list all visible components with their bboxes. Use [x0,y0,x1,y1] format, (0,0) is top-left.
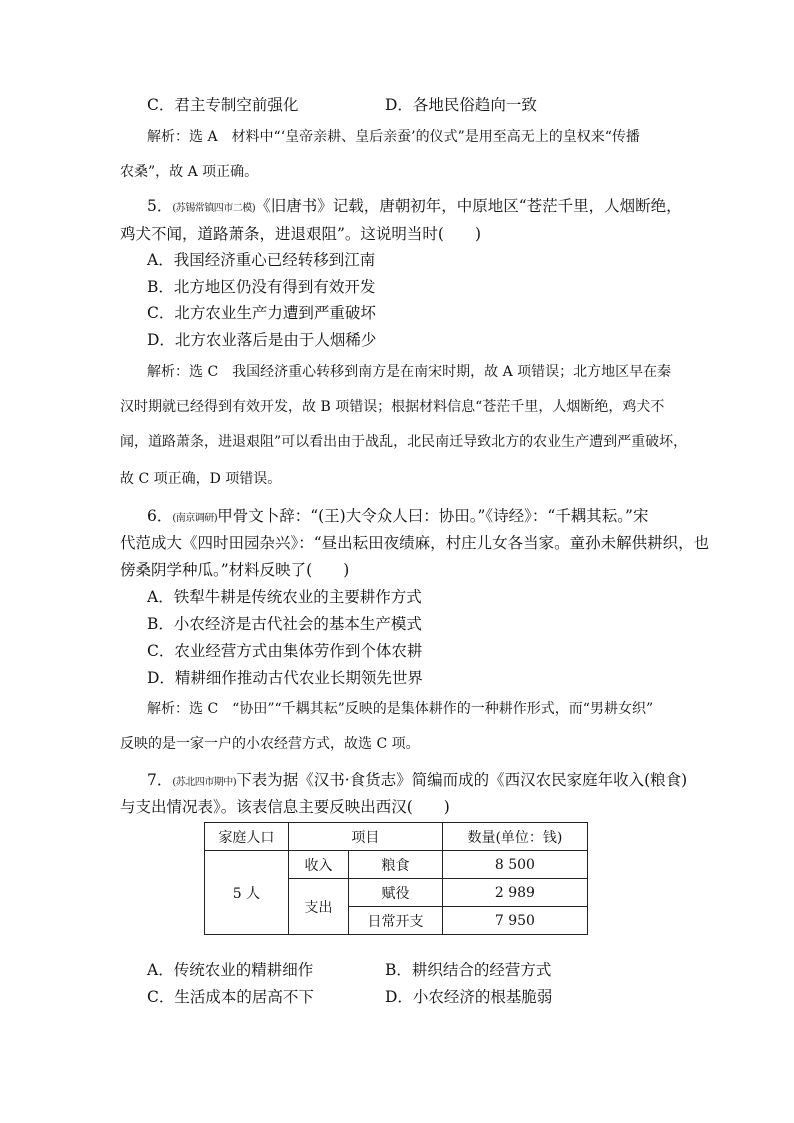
q7-option-a: A．传统农业的精耕细作 [147,961,314,979]
q5-option-c: C．北方农业生产力遭到严重破坏 [147,304,376,322]
q4-analysis-line: 解析：选 A 材料中“‘皇帝亲耕、皇后亲蚕’的仪式”是用至高无上的皇权来“传播 [147,129,640,145]
q6-analysis-line: 反映的是一家一户的小农经营方式，故选 C 项。 [120,736,420,752]
q6-stem-line: 傍桑阴学种瓜。”材料反映了( ) [120,561,350,579]
q6-option-b: B．小农经济是古代社会的基本生产模式 [147,615,422,633]
q5-analysis-line: 闻，道路萧条，进退艰阻”可以看出由于战乱，北民南迁导致北方的农业生产遭到严重破坏， [120,434,688,450]
question-source: (南京调研) [172,513,218,524]
q4-option-c: C．君主专制空前强化 [147,96,299,114]
table-cell-population: 5 人 [205,851,289,935]
q5-analysis-line: 汉时期就已经得到有效开发，故 B 项错误；根据材料信息“苍茫千里，人烟断绝，鸡犬不 [120,399,665,415]
q5-option-a: A．我国经济重心已经转移到江南 [147,251,376,269]
q5-analysis-line: 解析：选 C 我国经济重心转移到南方是在南宋时期，故 A 项错误；北方地区早在秦 [147,364,672,380]
q4-analysis-line: 农桑”，故 A 项正确。 [120,164,259,180]
q5-option-b: B．北方地区仍没有得到有效开发 [147,278,376,296]
table-cell-category: 支出 [288,879,348,935]
table-header: 数量(单位：钱) [442,823,587,851]
q7-stem [147,770,687,793]
table-cell-item: 赋役 [349,879,443,907]
q4-option-d: D．各地民俗趋向一致 [385,96,537,114]
question-number: 5． [147,197,173,215]
question-source: (苏北四市期中) [172,777,237,788]
table-cell-item: 粮食 [349,851,443,879]
table-cell-amount: 2 989 [442,879,587,907]
q5-stem-line: 鸡犬不闻，道路萧条，进退艰阻”。这说明当时( ) [120,225,482,243]
income-expense-table [204,822,588,935]
question-number: 7． [147,771,173,789]
q6-stem-line: 代范成大《四时田园杂兴》：“昼出耘田夜绩麻，村庄儿女各当家。童孙未解供耕织，也 [120,534,710,552]
q7-option-d: D．小农经济的根基脆弱 [385,988,553,1006]
table-header: 家庭人口 [205,823,289,851]
q5-analysis-line: 故 C 项正确，D 项错误。 [120,471,282,487]
table-cell-amount: 7 950 [442,907,587,935]
q5-option-d: D．北方农业落后是由于人烟稀少 [147,331,377,349]
question-source: (苏锡常镇四市二模) [172,203,256,214]
stem-text: 《旧唐书》记载，唐朝初年，中原地区“苍茫千里，人烟断绝， [255,197,682,215]
stem-text: 下表为据《汉书·食货志》简编而成的《西汉农民家庭年收入(粮食) [236,771,688,789]
table-cell-amount: 8 500 [442,851,587,879]
q6-stem [147,506,648,529]
q6-option-c: C．农业经营方式由集体劳作到个体农耕 [147,642,423,660]
table-cell-category: 收入 [288,851,348,879]
q6-option-a: A．铁犁牛耕是传统农业的主要耕作方式 [147,588,422,606]
q6-analysis-line: 解析：选 C “协田”“千耦其耘”反映的是集体耕作的一种耕作形式，而“男耕女织” [147,701,654,717]
table-cell-item: 日常开支 [349,907,443,935]
table-header: 项目 [288,823,442,851]
q7-stem-line: 与支出情况表》。该表信息主要反映出西汉( ) [120,798,450,816]
table-header-row [205,823,588,851]
q7-option-c: C．生活成本的居高不下 [147,988,314,1006]
stem-text: 甲骨文卜辞：“(王)大令众人曰：协田。”《诗经》：“千耦其耘。”宋 [217,507,649,525]
table-row [205,851,588,879]
q7-option-b: B．耕织结合的经营方式 [385,961,552,979]
q6-option-d: D．精耕细作推动古代农业长期领先世界 [147,669,423,687]
question-number: 6． [147,507,173,525]
q5-stem [147,196,682,219]
